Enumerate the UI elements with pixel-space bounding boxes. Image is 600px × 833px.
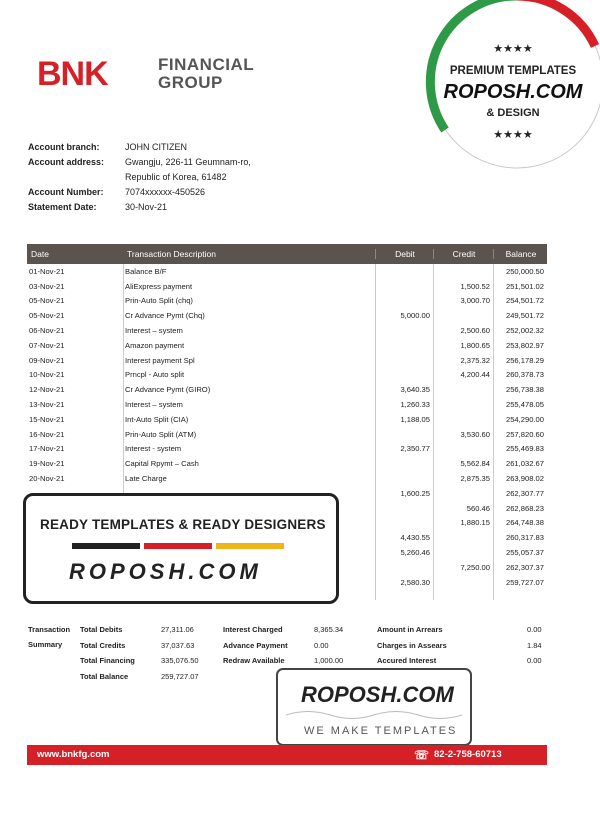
cell-balance: 250,000.50 xyxy=(505,266,544,276)
table-row xyxy=(27,456,547,471)
cell-balance: 255,057.37 xyxy=(505,548,544,558)
footer-bar xyxy=(27,745,547,765)
stripe-yellow xyxy=(216,543,284,549)
badge-line-3: & DESIGN xyxy=(486,107,540,119)
cell-balance: 262,307.77 xyxy=(505,488,544,498)
watermark-brand: ROPOSH.COM xyxy=(69,559,262,584)
cell-balance: 264,748.38 xyxy=(505,518,544,528)
cell-balance: 259,727.07 xyxy=(505,577,544,587)
cell-date: 10-Nov-21 xyxy=(29,370,65,380)
ready-templates-watermark xyxy=(23,493,339,604)
cell-description: Late Charge xyxy=(125,474,167,484)
cell-date: 07-Nov-21 xyxy=(29,340,65,350)
table-row xyxy=(27,412,547,427)
header-description: Transaction Description xyxy=(127,249,216,259)
footer-phone: 82-2-758-60713 xyxy=(434,749,502,760)
cell-credit: 2,500.60 xyxy=(460,326,490,336)
table-row xyxy=(27,338,547,353)
summary-item-label: Charges in Assears xyxy=(377,640,447,650)
cell-debit: 2,350.77 xyxy=(400,444,430,454)
cell-balance: 260,378.73 xyxy=(505,370,544,380)
cell-credit: 560.46 xyxy=(466,503,490,513)
cell-debit: 4,430.55 xyxy=(400,533,430,543)
branch-value: JOHN CITIZEN xyxy=(125,142,187,152)
cell-description: Prin-Auto Split (ATM) xyxy=(125,429,197,439)
watermark-tagline: READY TEMPLATES & READY DESIGNERS xyxy=(40,517,326,532)
cell-debit: 1,188.05 xyxy=(400,414,430,424)
cell-credit: 4,200.44 xyxy=(460,370,490,380)
table-row xyxy=(27,442,547,457)
summary-item xyxy=(80,638,205,654)
cell-date: 13-Nov-21 xyxy=(29,400,65,410)
header-date: Date xyxy=(31,249,49,259)
summary-item xyxy=(377,638,545,654)
cell-date: 09-Nov-21 xyxy=(29,355,65,365)
summary-item-label: Accured Interest xyxy=(377,656,437,665)
badge-stars-top: ★★★★ xyxy=(493,42,533,55)
cell-description: Amazon payment xyxy=(125,340,185,350)
cell-balance: 254,501.72 xyxy=(505,296,544,306)
summary-item-label: Total Credits xyxy=(80,640,126,650)
cell-debit: 2,580.30 xyxy=(400,577,430,587)
cell-debit: 1,260.33 xyxy=(400,400,430,410)
summary-item xyxy=(223,653,348,669)
cell-credit: 2,375.32 xyxy=(460,355,490,365)
cell-description: Cr Advance Pymt (GIRO) xyxy=(125,385,211,395)
summary-item-label: Total Financing xyxy=(80,656,135,665)
summary-item-label: Advance Payment xyxy=(223,640,288,650)
table-row xyxy=(27,397,547,412)
badge-stars-bottom: ★★★★ xyxy=(493,128,533,141)
logo-line-1: FINANCIAL xyxy=(158,55,255,74)
cell-balance: 262,868.23 xyxy=(505,503,544,513)
cell-description: Capital Rpymt – Cash xyxy=(125,459,199,469)
cell-debit: 5,260.46 xyxy=(400,548,430,558)
cell-credit: 1,800.65 xyxy=(460,340,490,350)
cell-balance: 255,478.05 xyxy=(505,400,544,410)
table-row xyxy=(27,279,547,294)
summary-item-label: Amount in Arrears xyxy=(377,625,443,634)
cell-credit: 1,880.15 xyxy=(460,518,490,528)
cell-balance: 255,469.83 xyxy=(505,444,544,454)
summary-label-1: Transaction xyxy=(28,625,71,634)
badge-line-2: ROPOSH.COM xyxy=(443,81,583,103)
cell-date: 19-Nov-21 xyxy=(29,459,65,469)
summary-item-value: 0.00 xyxy=(527,656,542,665)
summary-label-2: Summary xyxy=(28,640,63,649)
cell-credit: 3,530.60 xyxy=(460,429,490,439)
stripe-black xyxy=(72,543,140,549)
summary-item-value: 0.00 xyxy=(527,625,542,634)
statement-date-label: Statement Date: xyxy=(28,202,97,212)
table-header xyxy=(27,244,547,264)
phone-icon: ☏ xyxy=(414,748,430,762)
cell-description: Interest - system xyxy=(125,444,182,454)
summary-item-label: Total Debits xyxy=(80,625,123,634)
cell-credit: 5,562.84 xyxy=(460,459,490,469)
address-label: Account address: xyxy=(28,157,105,167)
header-debit: Debit xyxy=(375,249,433,259)
table-row xyxy=(27,471,547,486)
cell-description: Prin-Auto Split (chq) xyxy=(125,296,193,306)
cell-debit: 1,600.25 xyxy=(400,488,430,498)
cell-date: 01-Nov-21 xyxy=(29,266,65,276)
branch-label: Account branch: xyxy=(28,142,100,152)
roposh-watermark xyxy=(276,668,472,746)
table-row xyxy=(27,323,547,338)
cell-date: 03-Nov-21 xyxy=(29,281,65,291)
summary-label xyxy=(28,622,70,652)
cell-description: AliExpress payment xyxy=(125,281,193,291)
cell-balance: 252,002.32 xyxy=(505,326,544,336)
logo-line-2: GROUP xyxy=(158,73,223,92)
summary-item-value: 1.84 xyxy=(527,640,542,650)
table-row xyxy=(27,264,547,279)
account-number-label: Account Number: xyxy=(28,187,104,197)
table-row xyxy=(27,368,547,383)
summary-item-value: 27,311.06 xyxy=(161,625,194,634)
cell-description: Balance B/F xyxy=(125,266,167,276)
summary-item-value: 37,037.63 xyxy=(161,640,195,650)
cell-balance: 256,738.38 xyxy=(505,385,544,395)
summary-item xyxy=(377,622,545,638)
cell-date: 05-Nov-21 xyxy=(29,296,65,306)
cell-date: 06-Nov-21 xyxy=(29,326,65,336)
summary-interest xyxy=(223,622,348,669)
summary-item-label: Total Balance xyxy=(80,671,129,681)
cell-description: Interest – system xyxy=(125,326,183,336)
cell-credit: 1,500.52 xyxy=(460,281,490,291)
cell-balance: 260,317.83 xyxy=(505,533,544,543)
header-credit: Credit xyxy=(433,249,493,259)
cell-date: 17-Nov-21 xyxy=(29,444,65,454)
premium-templates-badge xyxy=(425,0,600,170)
cell-credit: 7,250.00 xyxy=(460,562,490,572)
cell-credit: 2,875.35 xyxy=(460,474,490,484)
cell-balance: 261,032.67 xyxy=(505,459,544,469)
summary-item-value: 0.00 xyxy=(314,640,329,650)
footer-website[interactable]: www.bnkfg.com xyxy=(37,749,110,760)
summary-totals xyxy=(80,622,205,684)
cell-description: Interest payment Spl xyxy=(125,355,195,365)
table-row xyxy=(27,308,547,323)
table-row xyxy=(27,294,547,309)
summary-item-value: 335,076.50 xyxy=(161,656,199,665)
cell-date: 16-Nov-21 xyxy=(29,429,65,439)
cell-description: Interest – system xyxy=(125,400,183,410)
table-row xyxy=(27,427,547,442)
watermark2-brand: ROPOSH.COM xyxy=(301,682,454,707)
summary-arrears xyxy=(377,622,545,669)
summary-item xyxy=(80,653,205,669)
cell-date: 20-Nov-21 xyxy=(29,474,65,484)
summary-item-value: 8,365.34 xyxy=(314,625,344,634)
cell-date: 12-Nov-21 xyxy=(29,385,65,395)
cell-description: Int-Auto Split (CIA) xyxy=(125,414,189,424)
summary-item xyxy=(223,638,348,654)
cell-description: Prncpl - Auto split xyxy=(125,370,185,380)
cell-balance: 251,501.02 xyxy=(505,281,544,291)
cell-debit: 5,000.00 xyxy=(400,311,430,321)
bank-logo-mark: BNK xyxy=(37,55,108,93)
bank-logo-text xyxy=(158,56,254,92)
table-row xyxy=(27,382,547,397)
account-number-value: 7074xxxxxx-450526 xyxy=(125,187,206,197)
summary-item-value: 259,727.07 xyxy=(161,671,199,681)
badge-line-1: PREMIUM TEMPLATES xyxy=(449,65,577,77)
cell-balance: 256,178.29 xyxy=(505,355,544,365)
summary-item xyxy=(377,653,545,669)
cell-balance: 249,501.72 xyxy=(505,311,544,321)
statement-date-value: 30-Nov-21 xyxy=(125,202,168,212)
summary-item-label: Redraw Available xyxy=(223,656,285,665)
stripe-red xyxy=(144,543,212,549)
summary-item xyxy=(80,622,205,638)
cell-description: Cr Advance Pymt (Chq) xyxy=(125,311,205,321)
cell-date: 15-Nov-21 xyxy=(29,414,65,424)
cell-debit: 3,640.35 xyxy=(400,385,430,395)
address-line-2: Republic of Korea, 61482 xyxy=(125,172,227,182)
summary-item-value: 1,000.00 xyxy=(314,656,344,665)
watermark2-tagline: WE MAKE TEMPLATES xyxy=(304,725,458,737)
table-row xyxy=(27,353,547,368)
cell-balance: 253,802.97 xyxy=(505,340,544,350)
cell-credit: 3,000.70 xyxy=(460,296,490,306)
summary-item xyxy=(223,622,348,638)
cell-balance: 263,908.02 xyxy=(505,474,544,484)
address-line-1: Gwangju, 226-11 Geumnam-ro, xyxy=(125,157,251,167)
cell-balance: 262,307.37 xyxy=(505,562,544,572)
cell-balance: 254,290.00 xyxy=(505,414,544,424)
summary-item xyxy=(80,669,205,685)
account-info xyxy=(28,140,251,215)
wave-decoration xyxy=(286,708,462,722)
cell-balance: 257,820.60 xyxy=(505,429,544,439)
header-balance: Balance xyxy=(493,249,547,259)
summary-item-label: Interest Charged xyxy=(223,625,283,634)
cell-date: 05-Nov-21 xyxy=(29,311,65,321)
